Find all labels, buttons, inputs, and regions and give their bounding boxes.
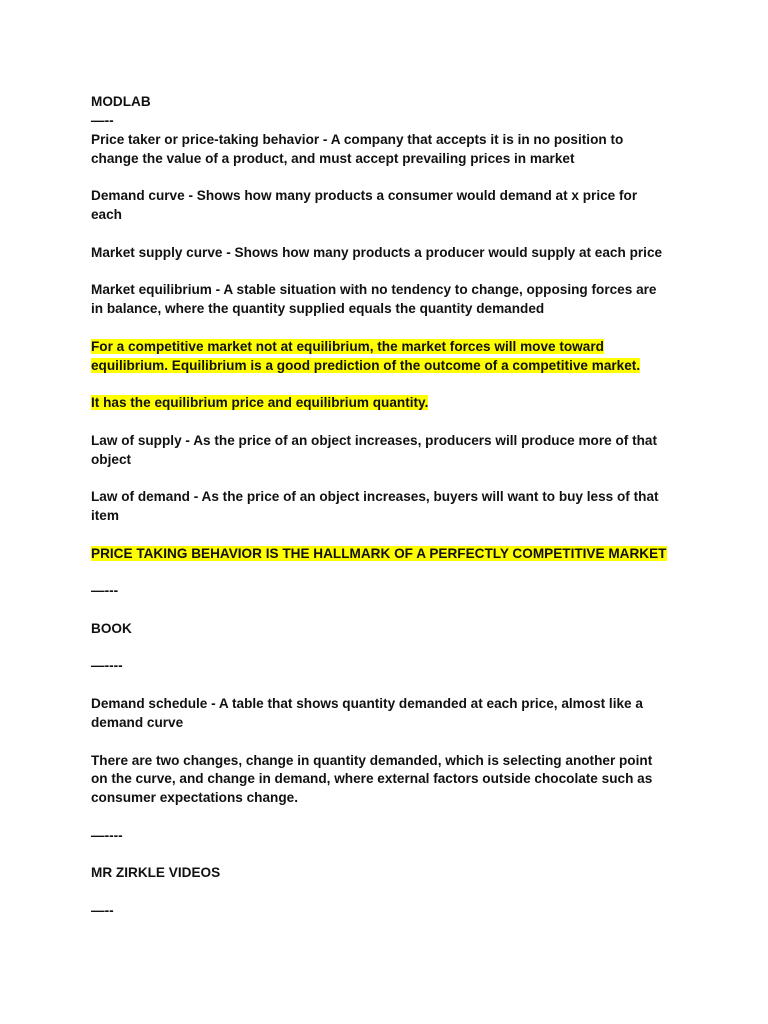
- definition-demand-curve-line-1: Demand curve - Shows how many products a consumer would demand at x price for: [91, 188, 638, 203]
- definition-market-supply-curve: Market supply curve - Shows how many products a producer would supply at each price: [91, 245, 663, 260]
- divider: —--: [91, 113, 114, 128]
- highlight: PRICE TAKING BEHAVIOR IS THE HALLMARK OF A PERFECTLY COMPETITIVE MARKET: [91, 546, 667, 561]
- highlight: For a competitive market not at equilibrium, the market forces will move toward: [91, 339, 604, 354]
- divider: —----: [91, 828, 123, 843]
- definition-law-of-supply-line-1: Law of supply - As the price of an object increases, producers will produce more of that: [91, 433, 658, 448]
- definition-market-equilibrium-line-2: in balance, where the quantity supplied equals the quantity demanded: [91, 301, 545, 316]
- definition-demand-schedule-line-1: Demand schedule - A table that shows quantity demanded at each price, almost like a: [91, 696, 643, 711]
- section-heading-mr-zirkle-videos: MR ZIRKLE VIDEOS: [91, 865, 221, 880]
- divider: —---: [91, 583, 119, 598]
- highlighted-note-line-1: [91, 337, 604, 356]
- highlighted-note-equilibrium: [91, 393, 428, 412]
- divider: —--: [91, 903, 114, 918]
- definition-law-of-demand-line-1: Law of demand - As the price of an object increases, buyers will want to buy less of that: [91, 489, 659, 504]
- definition-law-of-supply-line-2: object: [91, 452, 132, 467]
- divider: —----: [91, 658, 123, 673]
- note-two-changes-line-1: There are two changes, change in quantity demanded, which is selecting another point: [91, 753, 653, 768]
- definition-demand-curve-line-2: each: [91, 207, 122, 222]
- definition-law-of-demand-line-2: item: [91, 508, 119, 523]
- highlight: It has the equilibrium price and equilibrium quantity.: [91, 395, 429, 410]
- definition-price-taker-line-1: Price taker or price-taking behavior - A company that accepts it is in no position to: [91, 132, 624, 147]
- note-two-changes-line-2: on the curve, and change in demand, where external factors outside chocolate such as: [91, 771, 653, 786]
- note-two-changes-line-3: consumer expectations change.: [91, 790, 298, 805]
- section-heading-modlab: MODLAB: [91, 94, 151, 109]
- highlighted-note-line-2: [91, 356, 640, 375]
- definition-price-taker-line-2: change the value of a product, and must accept prevailing prices in market: [91, 151, 575, 166]
- definition-demand-schedule-line-2: demand curve: [91, 715, 184, 730]
- highlighted-note-hallmark: [91, 544, 667, 563]
- highlight: equilibrium. Equilibrium is a good prediction of the outcome of a competitive market.: [91, 358, 641, 373]
- section-heading-book: BOOK: [91, 621, 132, 636]
- definition-market-equilibrium-line-1: Market equilibrium - A stable situation with no tendency to change, opposing forces are: [91, 282, 657, 297]
